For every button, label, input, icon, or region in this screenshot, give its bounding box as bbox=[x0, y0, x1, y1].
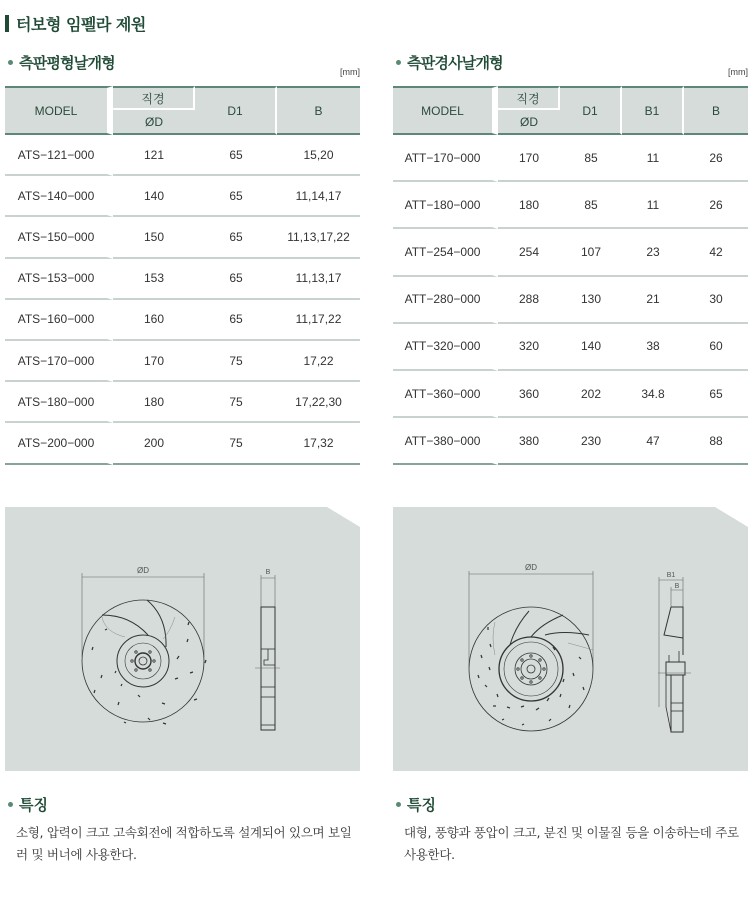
cell-d: 160 bbox=[113, 300, 195, 341]
spec-table bbox=[5, 86, 360, 465]
cell-b: 15,20 bbox=[277, 135, 360, 176]
feature-title-text: 특징 bbox=[407, 796, 436, 814]
cell-b: 17,32 bbox=[277, 423, 360, 464]
cell-b: 17,22,30 bbox=[277, 382, 360, 423]
cell-model: ATS−160−000 bbox=[5, 300, 113, 341]
cell-d1: 85 bbox=[560, 135, 622, 182]
flat-blade-impeller-drawing-icon bbox=[5, 507, 360, 771]
cell-b1: 34.8 bbox=[622, 371, 684, 418]
cell-model: ATT−280−000 bbox=[393, 277, 498, 324]
feature-description: 소형, 압력이 크고 고속회전에 적합하도록 설계되어 있으며 보일러 및 버너에 사용한다. bbox=[16, 825, 352, 862]
cell-b: 60 bbox=[684, 324, 748, 371]
bullet-icon bbox=[8, 802, 13, 807]
cell-d: 170 bbox=[498, 135, 560, 182]
header-b: B bbox=[684, 86, 748, 135]
impeller-drawing-panel bbox=[393, 507, 748, 771]
section-title-text: 측판평형날개형 bbox=[19, 54, 115, 72]
header-diameter: ØD bbox=[113, 110, 195, 135]
cell-d1: 65 bbox=[195, 300, 277, 341]
cell-model: ATT−380−000 bbox=[393, 418, 498, 465]
svg-text:B1: B1 bbox=[666, 572, 676, 579]
cell-d1: 107 bbox=[560, 229, 622, 276]
cell-d: 180 bbox=[498, 182, 560, 229]
bullet-icon bbox=[396, 802, 401, 807]
cell-b: 17,22 bbox=[277, 341, 360, 382]
table-row bbox=[393, 182, 748, 229]
svg-text:ØD: ØD bbox=[525, 563, 537, 572]
cell-model: ATT−170−000 bbox=[393, 135, 498, 182]
cell-b: 42 bbox=[684, 229, 748, 276]
cell-b: 11,14,17 bbox=[277, 176, 360, 217]
page-title bbox=[5, 12, 146, 34]
title-bar-marker bbox=[5, 15, 9, 32]
feature-title bbox=[5, 794, 48, 815]
cell-d: 180 bbox=[113, 382, 195, 423]
unit-label: [mm] bbox=[728, 67, 748, 77]
svg-text:B: B bbox=[265, 569, 271, 576]
header-diameter: ØD bbox=[498, 110, 560, 135]
cell-b: 11,13,17 bbox=[277, 259, 360, 300]
cell-b: 26 bbox=[684, 135, 748, 182]
cell-d: 140 bbox=[113, 176, 195, 217]
section-title-text: 측판경사날개형 bbox=[407, 54, 503, 72]
cell-b1: 38 bbox=[622, 324, 684, 371]
table-row bbox=[5, 382, 360, 423]
table-row bbox=[393, 418, 748, 465]
header-model: MODEL bbox=[5, 86, 113, 135]
cell-d: 380 bbox=[498, 418, 560, 465]
bullet-icon bbox=[8, 60, 13, 65]
cell-model: ATT−254−000 bbox=[393, 229, 498, 276]
table-row bbox=[5, 259, 360, 300]
cell-d1: 75 bbox=[195, 341, 277, 382]
cell-b1: 11 bbox=[622, 182, 684, 229]
cell-d1: 140 bbox=[560, 324, 622, 371]
cell-model: ATT−320−000 bbox=[393, 324, 498, 371]
cell-d1: 65 bbox=[195, 176, 277, 217]
cell-model: ATS−180−000 bbox=[5, 382, 113, 423]
header-diameter-group: 직경 bbox=[113, 86, 195, 110]
cell-b1: 21 bbox=[622, 277, 684, 324]
cell-d1: 202 bbox=[560, 371, 622, 418]
cell-b1: 47 bbox=[622, 418, 684, 465]
cell-d1: 65 bbox=[195, 135, 277, 176]
cell-model: ATS−150−000 bbox=[5, 217, 113, 258]
cell-b: 30 bbox=[684, 277, 748, 324]
cell-b1: 23 bbox=[622, 229, 684, 276]
cell-d: 121 bbox=[113, 135, 195, 176]
cell-model: ATS−140−000 bbox=[5, 176, 113, 217]
table-row bbox=[5, 300, 360, 341]
svg-text:ØD: ØD bbox=[137, 566, 149, 575]
svg-text:B: B bbox=[674, 583, 680, 590]
feature-title bbox=[393, 794, 436, 815]
cell-model: ATT−360−000 bbox=[393, 371, 498, 418]
cell-d1: 230 bbox=[560, 418, 622, 465]
table-row bbox=[5, 341, 360, 382]
inclined-blade-impeller-drawing-icon bbox=[393, 507, 748, 771]
cell-model: ATS−170−000 bbox=[5, 341, 113, 382]
header-b1: B1 bbox=[622, 86, 684, 135]
header-model: MODEL bbox=[393, 86, 498, 135]
header-d1: D1 bbox=[560, 86, 622, 135]
table-row bbox=[393, 135, 748, 182]
table-row bbox=[393, 229, 748, 276]
cell-b: 88 bbox=[684, 418, 748, 465]
impeller-drawing-panel bbox=[5, 507, 360, 771]
feature-title-text: 특징 bbox=[19, 796, 48, 814]
cell-d: 360 bbox=[498, 371, 560, 418]
table-row bbox=[393, 324, 748, 371]
unit-label: [mm] bbox=[340, 67, 360, 77]
cell-d1: 85 bbox=[560, 182, 622, 229]
cell-d: 288 bbox=[498, 277, 560, 324]
section-title bbox=[393, 52, 503, 73]
cell-b: 11,17,22 bbox=[277, 300, 360, 341]
feature-description: 대형, 풍향과 풍압이 크고, 분진 및 이물질 등을 이송하는데 주로 사용한다. bbox=[404, 825, 739, 862]
cell-d1: 75 bbox=[195, 423, 277, 464]
cell-d: 150 bbox=[113, 217, 195, 258]
page-title-text: 터보형 임펠라 제원 bbox=[16, 14, 146, 34]
cell-d: 200 bbox=[113, 423, 195, 464]
table-row bbox=[5, 176, 360, 217]
table-row bbox=[5, 135, 360, 176]
cell-b: 26 bbox=[684, 182, 748, 229]
cell-b: 11,13,17,22 bbox=[277, 217, 360, 258]
header-b: B bbox=[277, 86, 360, 135]
table-row bbox=[5, 423, 360, 464]
cell-d1: 65 bbox=[195, 217, 277, 258]
table-row bbox=[5, 217, 360, 258]
header-d1: D1 bbox=[195, 86, 277, 135]
spec-table bbox=[393, 86, 748, 465]
cell-d: 153 bbox=[113, 259, 195, 300]
cell-model: ATS−153−000 bbox=[5, 259, 113, 300]
table-row bbox=[393, 277, 748, 324]
bullet-icon bbox=[396, 60, 401, 65]
header-diameter-group: 직경 bbox=[498, 86, 560, 110]
cell-d: 170 bbox=[113, 341, 195, 382]
cell-d1: 75 bbox=[195, 382, 277, 423]
cell-d: 320 bbox=[498, 324, 560, 371]
cell-model: ATT−180−000 bbox=[393, 182, 498, 229]
cell-model: ATS−121−000 bbox=[5, 135, 113, 176]
cell-d1: 130 bbox=[560, 277, 622, 324]
table-row bbox=[393, 371, 748, 418]
cell-b1: 11 bbox=[622, 135, 684, 182]
cell-d1: 65 bbox=[195, 259, 277, 300]
cell-d: 254 bbox=[498, 229, 560, 276]
cell-b: 65 bbox=[684, 371, 748, 418]
section-title bbox=[5, 52, 115, 73]
cell-model: ATS−200−000 bbox=[5, 423, 113, 464]
